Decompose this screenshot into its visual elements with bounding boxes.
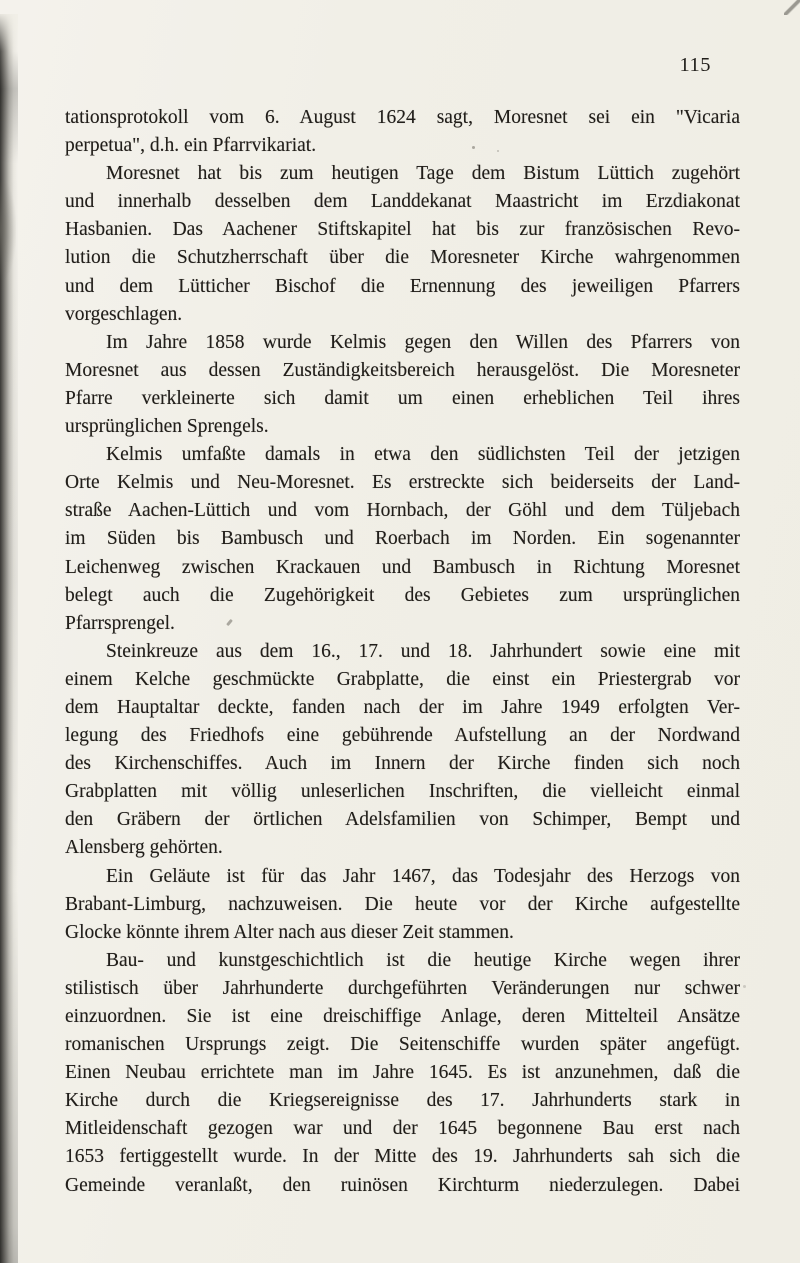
page-number: 115: [679, 54, 711, 76]
text-line: Gemeinde veranlaßt, den ruinösen Kirchturm niederzulegen. Dabei: [65, 1174, 740, 1196]
scan-corner-artifact: [784, 0, 800, 15]
text-line: Orte Kelmis und Neu-Moresnet. Es erstreckte sich beiderseits der Land-: [65, 472, 740, 494]
text-line: einzuordnen. Sie ist eine dreischiffige Anlage, deren Mittelteil Ansätze: [65, 1006, 740, 1027]
text-line: Im Jahre 1858 wurde Kelmis gegen den Willen des Pfarrers von: [106, 331, 740, 353]
text-line: und dem Lütticher Bischof die Ernennung des jeweiligen Pfarrers: [65, 275, 740, 297]
text-line: perpetua", d.h. ein Pfarrvikariat.: [65, 135, 317, 157]
scan-speck: [743, 985, 746, 988]
text-line: einem Kelche geschmückte Grabplatte, die einst ein Priestergrab vor: [65, 668, 740, 690]
scan-speck: [563, 983, 566, 986]
text-line: Einen Neubau errichtete man im Jahre 1645. Es ist anzunehmen, daß die: [65, 1062, 740, 1084]
text-line: und innerhalb desselben dem Landdekanat Maastricht im Erzdiakonat: [65, 191, 740, 213]
text-line: straße Aachen-Lüttich und vom Hornbach, der Göhl und dem Tüljebach: [65, 500, 740, 522]
text-line: Leichenweg zwischen Krackauen und Bambusch in Richtung Moresnet: [65, 556, 740, 578]
text-line: Glocke könnte ihrem Alter nach aus dieser Zeit stammen.: [65, 921, 514, 943]
text-line: Hasbanien. Das Aachener Stiftskapitel hat bis zur französischen Revo-: [65, 219, 740, 241]
text-line: den Gräbern der örtlichen Adelsfamilien von Schimper, Bempt und: [65, 809, 740, 831]
text-line: Moresnet hat bis zum heutigen Tage dem Bistum Lüttich zugehört: [106, 163, 740, 185]
text-line: 1653 fertiggestellt wurde. In der Mitte des 19. Jahrhunderts sah sich die: [65, 1146, 740, 1168]
text-line: belegt auch die Zugehörigkeit des Gebietes zum ursprünglichen: [65, 584, 740, 606]
text-line: Ein Geläute ist für das Jahr 1467, das Todesjahr des Herzogs von: [106, 865, 740, 887]
text-line: lution die Schutzherrschaft über die Moresneter Kirche wahrgenommen: [65, 247, 740, 269]
text-line: des Kirchenschiffes. Auch im Innern der Kirche finden sich noch: [65, 753, 740, 775]
text-line: vorgeschlagen.: [65, 303, 183, 325]
text-line: dem Hauptaltar deckte, fanden nach der im Jahre 1949 erfolgten Ver-: [65, 696, 740, 718]
text-line: Steinkreuze aus dem 16., 17. und 18. Jahrhundert sowie eine mit: [106, 640, 740, 662]
text-line: Kirche durch die Kriegsereignisse des 17. Jahrhunderts stark in: [65, 1090, 740, 1112]
text-line: Bau- und kunstgeschichtlich ist die heutige Kirche wegen ihrer: [106, 949, 740, 971]
text-line: Moresnet aus dessen Zuständigkeitsbereich herausgelöst. Die Moresneter: [65, 359, 740, 381]
text-line: im Süden bis Bambusch und Roerbach im Norden. Ein sogenannter: [65, 528, 740, 550]
page-gutter-shadow-blob: [0, 180, 16, 280]
text-line: Brabant-Limburg, nachzuweisen. Die heute vor der Kirche aufgestellte: [65, 893, 740, 915]
text-line: Pfarre verkleinerte sich damit um einen erheblichen Teil ihres: [65, 387, 740, 409]
text-line: stilistisch über Jahrhunderte durchgeführten Veränderungen nur schwer: [65, 977, 740, 999]
text-line: tationsprotokoll vom 6. August 1624 sagt, Moresnet sei ein "Vicaria: [65, 107, 740, 128]
text-line: Kelmis umfaßte damals in etwa den südlichsten Teil der jetzigen: [106, 444, 740, 466]
text-line: Grabplatten mit völlig unleserlichen Inschriften, die vielleicht einmal: [65, 781, 740, 803]
text-line: ursprünglichen Sprengels.: [65, 416, 269, 438]
text-line: romanischen Ursprungs zeigt. Die Seitenschiffe wurden später angefügt.: [65, 1034, 740, 1056]
text-line: legung des Friedhofs eine gebührende Aufstellung an der Nordwand: [65, 725, 740, 747]
text-line: Pfarrsprengel.: [65, 612, 175, 634]
text-line: Mitleidenschaft gezogen war und der 1645 begonnene Bau erst nach: [65, 1118, 740, 1140]
scan-speck: [497, 150, 499, 152]
body-text: [65, 104, 740, 1200]
scan-speck: [472, 146, 475, 149]
text-line: Alensberg gehörten.: [65, 837, 223, 859]
